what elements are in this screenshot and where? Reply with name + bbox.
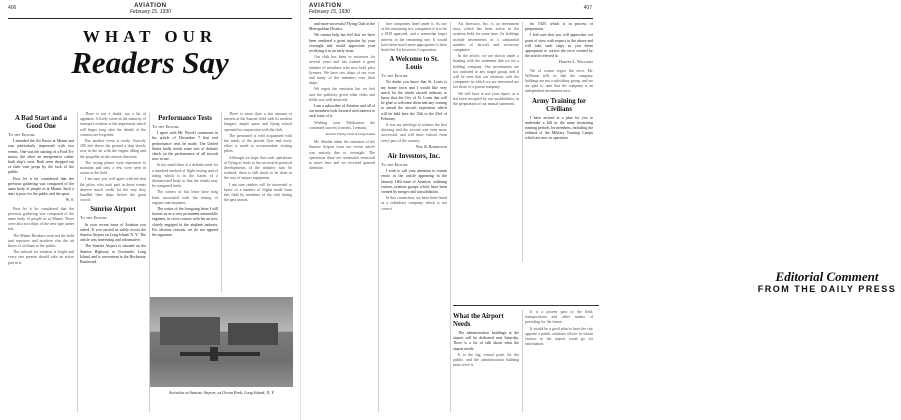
- letter-salutation: To the Editor:: [381, 74, 409, 79]
- letter-paragraph: I attended the Air Races at Miami and was particularly impressed with two events. One was the starting of a Ford Tri-motor, the other an inexpensive cabin-built ship's crew. Both were dropped out of their own props by the lack of the public.: [8, 139, 74, 175]
- column-filler-text: Mr. Shields taken the omission of the Sunrise Airport from our recent article was entirely due to oversight. The operations there are somewhat restricted to notes here and we received general attention.: [309, 140, 375, 171]
- editorial-line1: Editorial Comment: [775, 269, 879, 284]
- column-filler-text: It is a proven pass to the field, transportation and other means of providing for the future. It would be a good plan to have the city appoint a public relations officer to whom visitors to the airport could go for information.: [525, 310, 593, 347]
- running-head-title: AVIATION: [309, 3, 342, 9]
- right-column-2: [381, 22, 447, 412]
- top-rule-left: [8, 18, 292, 19]
- column-divider: [522, 22, 523, 262]
- letter-title: A Bad Start and a Good One: [14, 115, 68, 130]
- column-filler-text: We of course regret the error. Mr. Williams tells us that the company holdings are not a subsidiary group, and we are glad to state that the company is an independent investment trust.: [525, 68, 593, 94]
- editorial-title: What the Airport Needs: [453, 313, 504, 328]
- page-number-left: 406: [8, 5, 17, 11]
- editorial-column-2: [525, 310, 593, 412]
- letter-title: Sunrise Airport: [90, 206, 136, 214]
- right-page: [300, 0, 897, 420]
- letter-paragraph: I am a subscriber of Aviation and all of our members look forward with interest to each issue of it.: [309, 104, 375, 119]
- letter-paragraph: The writer of the foregoing letter I still honors us as a very prominent automobile engineer, in close contact with his art now closely engaged in the airplane industry. For obvious reasons, we do not append his signature.: [152, 207, 218, 238]
- column-divider: [77, 112, 78, 412]
- letter-title: A Welcome to St. Louis: [389, 56, 439, 72]
- letter-paragraph: I agree with Mr. Wood's comments in his article of December 7 that real performance tests be made. The United States badly needs some sort of definite check on the performance of all aircraft now in use.: [152, 131, 218, 162]
- letter-paragraph: No doubt you know that St. Louis is my home town and I would like very much for the whole aircraft industry to know that the City of St. Louis that will be glad to welcome them and any coming to attend the aircraft exposition which will be held here the 15th to the 23rd of February.: [381, 80, 447, 121]
- letter-salutation: To the Editor:: [381, 163, 409, 168]
- left-column-2: [80, 112, 146, 412]
- left-column-3: [152, 112, 218, 292]
- right-column-1: [309, 22, 375, 412]
- letter-paragraph: I feel sure that you will appreciate our point of view with respect to the above and will take such steps as you deem appropriate to correct the error created by the article referred to.: [525, 33, 593, 59]
- letter-signature: Wm. R. Robertson: [415, 144, 447, 149]
- left-column-4: [224, 112, 292, 292]
- letter-signature: W. S.: [65, 198, 74, 203]
- column-divider: [378, 22, 379, 412]
- left-page: [0, 0, 300, 420]
- editorial-column-1: [453, 310, 519, 412]
- letter-title: Army Training for Civilians: [531, 97, 587, 113]
- letter-salutation: To the Editor:: [80, 216, 108, 221]
- letter-title: Performance Tests: [158, 115, 212, 122]
- letter-signature: Sunrise Flying Club of Long Island: [325, 132, 375, 137]
- column-divider: [522, 310, 523, 412]
- photo-caption: Activities at Sunrise Airport, at Ocean Park, Long Island, N. Y.: [168, 390, 275, 395]
- running-head-title: AVIATION: [134, 3, 167, 9]
- masthead-line1: WHAT OUR: [82, 27, 218, 46]
- column-filler-text: Wishing your Publication the continued success it merits, I remain,: [309, 120, 375, 130]
- letter-paragraph: We cannot help but feel that we have been rendered a great injustice by your oversight and would appreciate your rectifying it in an early issue.: [309, 33, 375, 54]
- airplane-shape: [210, 347, 218, 361]
- masthead: [30, 28, 270, 78]
- page-number-right: 407: [583, 5, 592, 11]
- column-filler-text: It is the big central point for the public, and the administration building must serve it.: [453, 352, 519, 368]
- letter-paragraph: The Sunrise Airport is situated on the Sunrise Highway at Oceanside, Long Island, and is convenient to the Rockaway Boulevard.: [80, 244, 146, 265]
- running-head-date: February 15, 1930: [130, 8, 171, 15]
- running-head-date: February 15, 1930: [309, 8, 350, 15]
- letter-signature: Harvey L. Williams: [559, 60, 593, 65]
- letter-paragraph: In your recent issue of Aviation you stated, 'It you carried us safely across the Sunrise Airport on Long Island, N. Y.' The article was interesting and informative.: [80, 222, 146, 243]
- editorial-rule: [453, 305, 599, 306]
- right-column-4: [525, 22, 593, 262]
- column-filler-text: fine companies lined under it. As one of the remaining two companies it is to be a 1929 approval, and a somewhat larger interest in the remaining one. It would have been much more appropriate to have listed the Air Investors Corporation.: [381, 22, 447, 53]
- column-filler-text: It was my privilege to witness the first showing and the second was even more successful, and will draw visitors from every part of the country.: [381, 123, 447, 143]
- letter-salutation: To the Editor:: [152, 125, 180, 129]
- editorial-heading: [753, 270, 901, 295]
- letter-salutation: To the Editor:: [8, 133, 36, 137]
- letter-paragraph: First let it be considered that the previous gathering was composed of the same body of people as at Miami. Such a start is poor for the public and the sport.: [8, 176, 74, 197]
- right-column-3: [453, 22, 519, 262]
- column-filler-text: First let it be considered that the previous gathering was composed of the same body of people as at Miami. There were also two ships of the new type under test. The Miami Breakers were not the field unit reporters and nowhere else the air liners of civilians in the public. The outlook for aviation is bright and every one present should take an active part in it.: [8, 206, 74, 265]
- running-head-right: [309, 3, 350, 15]
- letter-paragraph: and more successful Flying Club in the Metropolitan District.: [309, 22, 375, 32]
- editorial-paragraph: The administration buildings at the airport will be dedicated next Saturday. There is a lot of talk about what the airport needs.: [453, 331, 519, 351]
- left-column-1: [8, 112, 74, 412]
- letter-title: Air Investors, Inc.: [387, 153, 441, 161]
- top-rule-right: [309, 18, 593, 19]
- airplane-shape: [180, 352, 260, 356]
- running-head-left: [130, 3, 171, 15]
- column-filler-text: In my mind there is a definite need for a standard method of flight testing and of rating which is in the hands of a disinterested body so that the results may be compared fairly. The writers of this letter have long been associated with the testing of engines and airplanes.: [152, 163, 218, 205]
- column-filler-text: There is not a doubt, nor a bit of applause. A lively scene at the maturity of transport aviation is the impression which will linger long after the details of the contests are forgotten. But another event is ready. Scarcely 200 feet above the ground a ship slowly rose in the air with the engine idling and the propeller in the reverse direction. The racing planes were expensive to maintain and only a few were seen in action at the field. I am sure you will agree with me that the pilots who took part in these events deserve much credit for the way they handled their ships before the great crowd.: [80, 112, 146, 203]
- letter-paragraph: I have arrived at a plan for you to undertake a bill in the army instituting training periods for members, including the enlisted of the Military Training Camps which are now in operation.: [525, 115, 593, 141]
- letter-paragraph: I wish to call your attention to certain errors in the article appearing in the January 18th issue of Aviation, outlining various aviation groups which have been created by merger and consolidation.: [381, 169, 447, 195]
- airport-photo: [150, 297, 293, 387]
- editorial-line2: FROM THE DAILY PRESS: [757, 284, 897, 295]
- hangar-shape: [228, 323, 278, 345]
- column-filler-text: There is more than a fair amount of interest at the Sunrise field with its modern hangars, ample space and flying school operated in conjunction with the club. The personnel is well acquainted with the needs of the private flyer and every effort is made to accommodate visiting pilots. Although we hope that such operations of flying as leads to the successful practical developments of the industry may be realized, there is still much to be done in the way of airport equipment. I am sure readers will be interested to know of a number of flights made from this field by members of the club during the past season.: [224, 112, 292, 203]
- column-divider: [221, 112, 222, 292]
- column-filler-text: Our club has been in existence for several years and has trained a great number of members who now hold pilot licenses. We have two ships of our own and many of the members own their ships. We regret the omission but we feel sure the publicity given other clubs and fields was well deserved.: [309, 55, 375, 102]
- column-filler-text: In this connection, we have been listed as a subsidiary company, which is not correct.: [381, 196, 447, 211]
- column-filler-text: Air Investors, Inc. is an investment trust, which has been active in the aviation field for some time. Its holdings include investments in a substantial number of aircraft and accessory companies. In the article, we are shown under a heading with the statement that we are a holding company. Our investments are not confined to any single group, and it will be seen that our relations with the companies in which we are interested are not those of a parent company. We will have to use your report, as it has been accepted by our stockholders, in the preparation of our annual statement.: [453, 22, 519, 107]
- column-divider: [450, 22, 451, 412]
- letter-paragraph: for 1929, which is in process of preparation.: [525, 22, 593, 32]
- masthead-line2: Readers Say: [71, 44, 229, 80]
- hangar-shape: [160, 317, 220, 345]
